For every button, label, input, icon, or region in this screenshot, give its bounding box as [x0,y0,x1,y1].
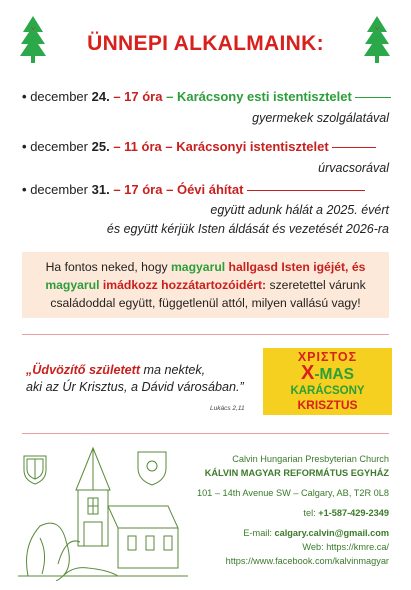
event-dec-25: • december 25. – 11 óra – Karácsonyi istentisztelet [22,139,376,155]
event-date-day: 24. [91,89,110,104]
event-time: – 17 óra [113,182,163,197]
divider-line [332,147,376,148]
divider [22,334,389,335]
event-name: Óévi áhítat [176,182,244,197]
facebook-link[interactable]: https://www.facebook.com/kalvinmagyar [225,556,389,566]
email-link[interactable]: calgary.calvin@gmail.com [274,528,389,538]
event-note-line2: és együtt kérjük Isten áldását és vezetését 2026-ra [106,222,389,236]
event-note: gyermekek szolgálatával [252,111,389,125]
event-note-line1: együtt adunk hálát a 2025. évért [210,203,389,217]
notice-box: Ha fontos neked, hogy magyarul hallgasd Isten igéjét, és magyarul imádkozz hozzátartozóidért: szeretettel várunk családoddal együtt, függetlenül attól, milyen vallású vagy! [22,252,389,318]
event-note: úrvacsorával [318,161,389,175]
divider [22,433,389,434]
church-address: 101 – 14th Avenue SW – Calgary, AB, T2R 0L8 [196,488,389,498]
church-name-en: Calvin Hungarian Presbyterian Church [232,454,389,464]
page-title: ÜNNEPI ALKALMAINK: [87,32,324,55]
event-date-day: 25. [91,139,110,154]
church-name-hu: KÁLVIN MAGYAR REFORMÁTUS EGYHÁZ [204,468,389,478]
quote-reference: Lukács 2,11 [210,405,245,412]
website-link[interactable]: https://kmre.ca/ [326,542,389,552]
event-time: – 17 óra [113,89,163,104]
xmas-badge: ΧΡΙΣΤΟΣ X-MAS KARÁCSONY KRISZTUS [263,348,392,415]
event-name: Karácsony esti istentisztelet [176,89,352,104]
phone-link[interactable]: +1-587-429-2349 [318,508,389,518]
event-dec-31: • december 31. – 17 óra – Óévi áhítat [22,182,365,198]
divider-line [355,97,391,98]
event-dec-24: • december 24. – 17 óra – Karácsony esti istentisztelet [22,89,391,105]
event-time: – 11 óra [113,139,162,154]
church-illustration [18,446,188,581]
bible-quote: „Üdvözítő született ma nektek, aki az Úr Krisztus, a Dávid városában.” [26,363,244,394]
event-name: Karácsonyi istentisztelet [176,139,329,154]
divider-line [247,190,365,191]
event-date-day: 31. [91,182,110,197]
